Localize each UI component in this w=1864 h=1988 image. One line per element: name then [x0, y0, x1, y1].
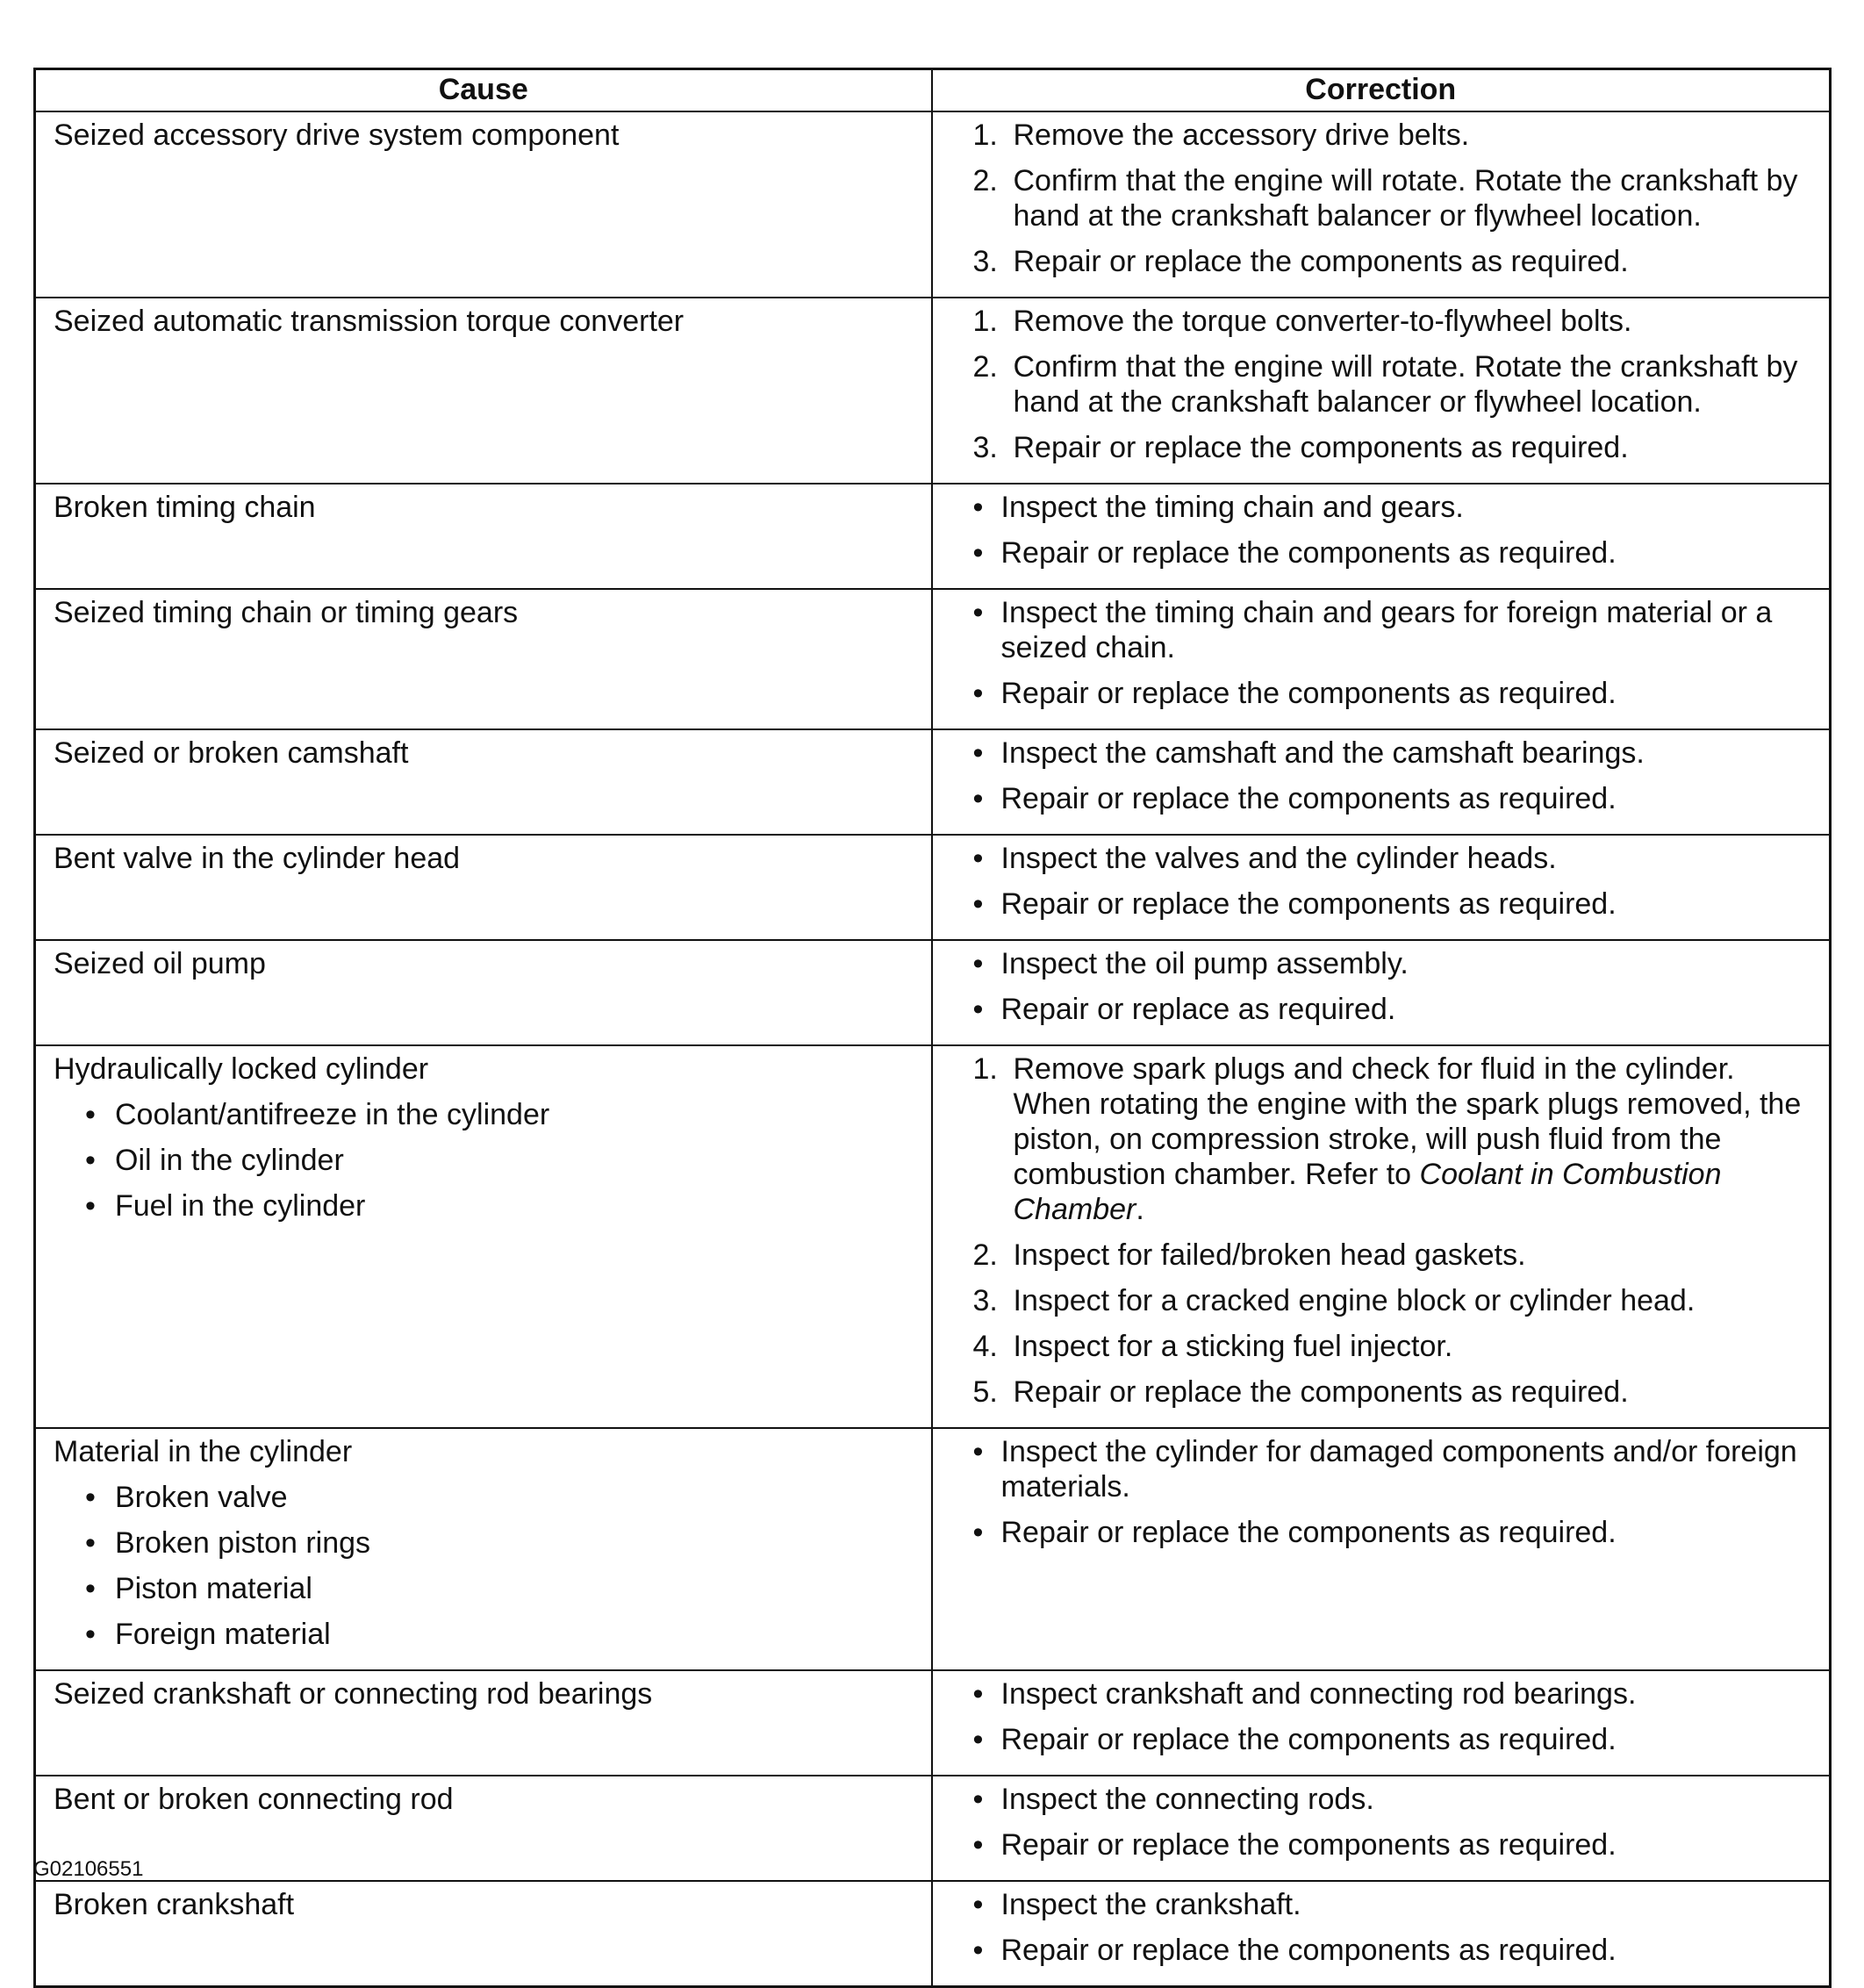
correction-text: Inspect crankshaft and connecting rod bearings.: [1000, 1677, 1637, 1711]
correction-step: [973, 430, 1817, 465]
sub-cause-text: Piston material: [115, 1572, 312, 1605]
sub-cause-text: Oil in the cylinder: [115, 1144, 344, 1177]
correction-bullet: [973, 1515, 1817, 1550]
header-row: [35, 69, 1831, 112]
sub-cause-item: [85, 1617, 921, 1652]
correction-bullet: [973, 595, 1817, 665]
correction-bullet: [973, 1887, 1817, 1922]
correction-text: Inspect the timing chain and gears for foreign material or a seized chain.: [1000, 596, 1773, 664]
cause-text: Seized timing chain or timing gears: [54, 596, 519, 629]
correction-text: Repair or replace as required.: [1000, 993, 1396, 1026]
correction-text: Inspect for a sticking fuel injector.: [1013, 1330, 1453, 1363]
correction-step: [973, 1374, 1817, 1410]
bullet-list: [973, 841, 1817, 922]
correction-text: Confirm that the engine will rotate. Rotate the crankshaft by hand at the crankshaft balancer or flywheel location.: [1013, 350, 1798, 419]
bullet-list: [973, 1887, 1817, 1968]
correction-step: [973, 163, 1817, 233]
sub-cause-item: [85, 1571, 921, 1606]
table-row: [35, 111, 1831, 298]
correction-text: Remove the torque converter-to-flywheel bolts.: [1013, 305, 1632, 338]
table-row: [35, 729, 1831, 835]
cause-cell: [35, 1670, 932, 1776]
cause-text: Seized oil pump: [54, 947, 266, 980]
cause-text: Material in the cylinder: [54, 1435, 353, 1468]
table-row: [35, 484, 1831, 589]
cause-text: Seized or broken camshaft: [54, 736, 409, 770]
correction-text: Remove the accessory drive belts.: [1013, 118, 1470, 152]
table-row: [35, 1670, 1831, 1776]
sub-cause-item: [85, 1188, 921, 1224]
correction-text: Inspect the cylinder for damaged components and/or foreign materials.: [1000, 1435, 1797, 1504]
cross-reference: Coolant in Combustion Chamber: [1013, 1158, 1722, 1226]
sub-cause-item: [85, 1525, 921, 1561]
correction-bullet: [973, 1434, 1817, 1504]
correction-cell: [932, 1428, 1831, 1670]
correction-cell: [932, 940, 1831, 1045]
cause-correction-table: [33, 68, 1832, 1988]
bullet-list: [973, 1434, 1817, 1550]
correction-text: Repair or replace the components as required.: [1000, 536, 1617, 570]
correction-text: Inspect the oil pump assembly.: [1000, 947, 1409, 980]
correction-bullet: [973, 946, 1817, 981]
correction-text: Repair or replace the components as required.: [1000, 1828, 1617, 1862]
correction-tail: .: [1136, 1193, 1144, 1226]
cause-cell: [35, 729, 932, 835]
correction-step: [973, 349, 1817, 420]
correction-bullet: [973, 781, 1817, 816]
sub-cause-item: [85, 1097, 921, 1132]
correction-text: Repair or replace the components as required.: [1013, 245, 1629, 278]
correction-bullet: [973, 841, 1817, 876]
sub-cause-text: Foreign material: [115, 1618, 331, 1651]
bullet-list: [973, 946, 1817, 1027]
correction-text: Repair or replace the components as required.: [1000, 782, 1617, 815]
cause-text: Broken timing chain: [54, 491, 316, 524]
cause-text: Seized accessory drive system component: [54, 118, 620, 152]
correction-text: Remove spark plugs and check for fluid in the cylinder. When rotating the engine with the spark plugs removed, the piston, on compression stroke, will push fluid from the combustion chamber. Refer to: [1013, 1052, 1802, 1191]
correction-cell: [932, 835, 1831, 940]
cause-text: Hydraulically locked cylinder: [54, 1052, 429, 1086]
correction-bullet: [973, 992, 1817, 1027]
correction-bullet: [973, 736, 1817, 771]
correction-bullet: [973, 886, 1817, 922]
cause-text: Bent or broken connecting rod: [54, 1783, 454, 1816]
column-header-cause: Cause: [35, 69, 932, 112]
correction-bullet: [973, 535, 1817, 571]
correction-step: [973, 304, 1817, 339]
correction-bullet: [973, 1933, 1817, 1968]
cause-text: Seized automatic transmission torque converter: [54, 305, 685, 338]
correction-bullet: [973, 1676, 1817, 1712]
correction-cell: [932, 729, 1831, 835]
table-row: [35, 589, 1831, 729]
correction-step: [973, 1238, 1817, 1273]
correction-bullet: [973, 1782, 1817, 1817]
correction-text: Repair or replace the components as required.: [1013, 431, 1629, 464]
cause-cell: [35, 1428, 932, 1670]
correction-cell: [932, 1776, 1831, 1881]
cause-cell: [35, 111, 932, 298]
correction-text: Inspect for failed/broken head gaskets.: [1013, 1238, 1526, 1272]
correction-cell: [932, 111, 1831, 298]
correction-bullet: [973, 676, 1817, 711]
table-row: [35, 835, 1831, 940]
correction-bullet: [973, 490, 1817, 525]
correction-text: Repair or replace the components as required.: [1013, 1375, 1629, 1409]
correction-text: Repair or replace the components as required.: [1000, 1516, 1617, 1549]
table-row: [35, 1428, 1831, 1670]
table-row: [35, 1881, 1831, 1987]
correction-cell: [932, 1881, 1831, 1987]
correction-bullet: [973, 1722, 1817, 1757]
correction-cell: [932, 1045, 1831, 1428]
bullet-list: [973, 490, 1817, 571]
table-row: [35, 298, 1831, 484]
cause-cell: [35, 589, 932, 729]
sub-cause-item: [85, 1480, 921, 1515]
correction-text: Inspect the camshaft and the camshaft bearings.: [1000, 736, 1645, 770]
numbered-steps: [973, 1051, 1817, 1410]
cause-text: Bent valve in the cylinder head: [54, 842, 461, 875]
correction-text: Inspect for a cracked engine block or cylinder head.: [1013, 1284, 1696, 1317]
cause-cell: [35, 1881, 932, 1987]
correction-step: [973, 118, 1817, 153]
numbered-steps: [973, 304, 1817, 465]
numbered-steps: [973, 118, 1817, 279]
cause-cell: [35, 835, 932, 940]
cause-text: Broken crankshaft: [54, 1888, 295, 1921]
correction-cell: [932, 589, 1831, 729]
table-row: [35, 940, 1831, 1045]
correction-step: [973, 1329, 1817, 1364]
cause-cell: [35, 298, 932, 484]
table-row: [35, 1045, 1831, 1428]
correction-cell: [932, 1670, 1831, 1776]
figure-code: G02106551: [33, 1857, 144, 1881]
cause-cell: [35, 1776, 932, 1881]
cause-cell: [35, 1045, 932, 1428]
table-row: [35, 1776, 1831, 1881]
correction-step: [973, 244, 1817, 279]
correction-text: Inspect the connecting rods.: [1000, 1783, 1374, 1816]
correction-step: [973, 1283, 1817, 1318]
sub-cause-text: Broken piston rings: [115, 1526, 371, 1560]
bullet-list: [973, 1782, 1817, 1862]
sub-cause-text: Fuel in the cylinder: [115, 1189, 366, 1223]
correction-text: Repair or replace the components as required.: [1000, 887, 1617, 921]
correction-bullet: [973, 1827, 1817, 1862]
correction-cell: [932, 298, 1831, 484]
sub-cause-item: [85, 1143, 921, 1178]
correction-text: Confirm that the engine will rotate. Rotate the crankshaft by hand at the crankshaft balancer or flywheel location.: [1013, 164, 1798, 233]
cause-cell: [35, 484, 932, 589]
correction-text: Inspect the crankshaft.: [1000, 1888, 1301, 1921]
sub-cause-text: Broken valve: [115, 1481, 288, 1514]
bullet-list: [973, 595, 1817, 711]
correction-text: Repair or replace the components as required.: [1000, 1934, 1617, 1967]
correction-step: [973, 1051, 1817, 1227]
correction-text: Repair or replace the components as required.: [1000, 677, 1617, 710]
correction-text: Inspect the valves and the cylinder heads.: [1000, 842, 1557, 875]
column-header-correction: Correction: [932, 69, 1831, 112]
table-body: [35, 111, 1831, 1987]
bullet-list: [973, 736, 1817, 816]
correction-text: Inspect the timing chain and gears.: [1000, 491, 1464, 524]
cause-cell: [35, 940, 932, 1045]
cause-text: Seized crankshaft or connecting rod bearings: [54, 1677, 653, 1711]
sub-cause-list: [54, 1097, 921, 1224]
sub-cause-text: Coolant/antifreeze in the cylinder: [115, 1098, 550, 1131]
correction-text: Repair or replace the components as required.: [1000, 1723, 1617, 1756]
bullet-list: [973, 1676, 1817, 1757]
correction-cell: [932, 484, 1831, 589]
sub-cause-list: [54, 1480, 921, 1652]
